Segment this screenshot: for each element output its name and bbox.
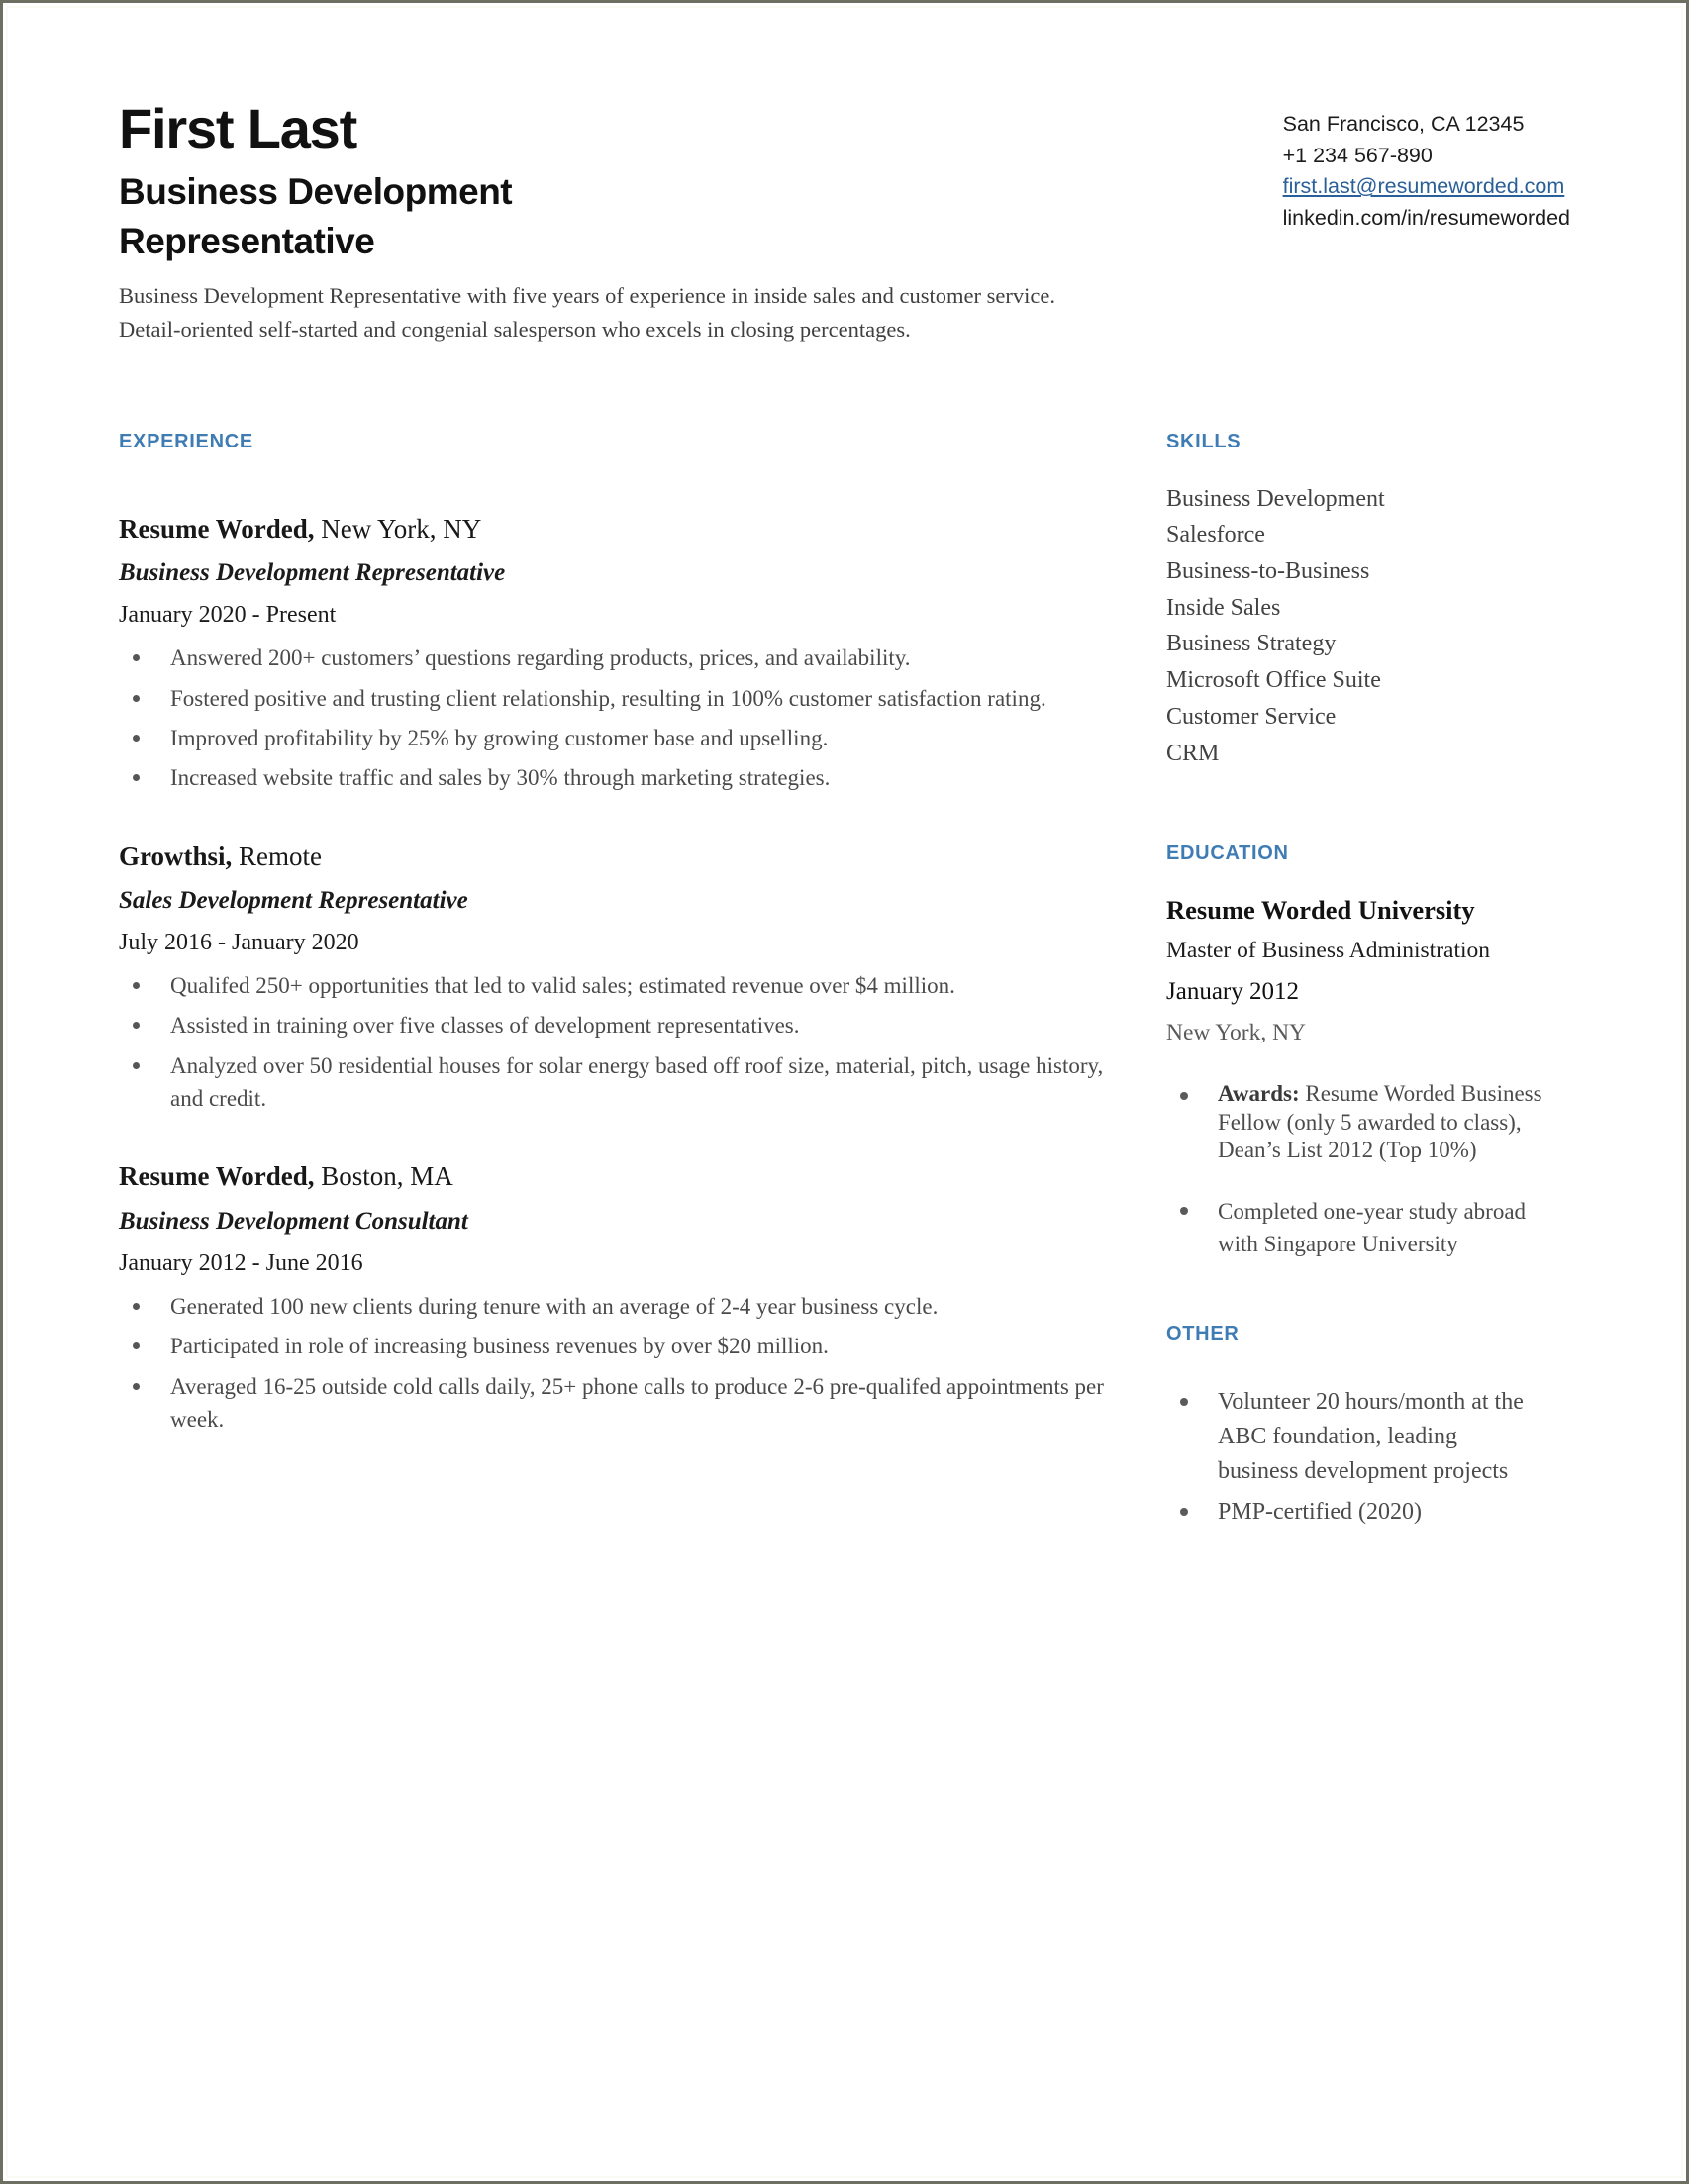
experience-company: Growthsi, [119,841,233,871]
education-bullet-list [1166,1080,1542,1261]
section-heading-experience: EXPERIENCE [119,430,253,452]
education-degree: Master of Business Administration [1166,937,1491,963]
skill-item: Salesforce [1166,522,1265,548]
education-section [1166,843,1542,1261]
education-bullet [1166,1080,1542,1165]
experience-company: Resume Worded, [119,1161,315,1192]
experience-role: Business Development Consultant [119,1208,468,1236]
experience-bullet: Averaged 16-25 outside cold calls daily, 25+ phone calls to produce 2-6 pre-qualifed appointments per week. [119,1370,1119,1437]
resume-content [8,8,1681,2176]
experience-bullet: Improved profitability by 25% by growing customer base and upselling. [119,722,1119,754]
experience-entry [119,1160,1119,1436]
resume-header [119,99,1570,347]
education-bullet [1166,1195,1542,1262]
skill-item: CRM [1166,740,1220,766]
experience-bullet: Analyzed over 50 residential houses for solar energy based off roof size, material, pitch, usage history, and credit. [119,1049,1119,1116]
experience-bullet-list [119,1290,1119,1436]
header-identity [119,99,1119,347]
page-inner-border [6,6,1683,2178]
experience-dates: January 2020 - Present [119,602,337,629]
experience-bullet: Fostered positive and trusting client relationship, resulting in 100% customer satisfaction rating. [119,682,1119,715]
experience-location: New York, NY [321,513,482,544]
experience-organization [119,841,1119,874]
experience-entry [119,513,1119,795]
experience-role: Sales Development Representative [119,887,468,915]
experience-bullet: Generated 100 new clients during tenure with an average of 2-4 year business cycle. [119,1290,1119,1323]
experience-bullet: Answered 200+ customers’ questions regarding products, prices, and availability. [119,642,1119,674]
other-bullet: Volunteer 20 hours/month at the ABC foundation, leading business development projects [1166,1385,1542,1488]
skill-item: Customer Service [1166,703,1337,730]
experience-bullet-list [119,969,1119,1115]
experience-bullet: Participated in role of increasing business revenues by over $20 million. [119,1330,1119,1362]
experience-bullet-list [119,642,1119,794]
contact-phone: +1 234 567-890 [1282,143,1433,167]
right-column [1166,431,1542,1536]
section-heading-education: EDUCATION [1166,843,1289,865]
experience-dates: July 2016 - January 2020 [119,930,359,956]
section-heading-other: OTHER [1166,1323,1240,1345]
education-location: New York, NY [1166,1020,1307,1046]
candidate-job-title: Business Development Representative [119,171,513,261]
left-column [119,431,1119,1443]
experience-location: Remote [239,841,322,871]
skill-item: Business Strategy [1166,631,1337,657]
skill-item: Microsoft Office Suite [1166,667,1381,694]
skill-item: Inside Sales [1166,594,1281,621]
candidate-name: First Last [119,97,357,159]
other-bullet: PMP-certified (2020) [1166,1495,1542,1530]
contact-email-link[interactable]: first.last@resumeworded.com [1282,174,1565,199]
experience-organization [119,1160,1119,1194]
resume-body [119,431,1570,1536]
experience-bullet: Assisted in training over five classes of development representatives. [119,1009,1119,1042]
contact-linkedin: linkedin.com/in/resumeworded [1282,205,1570,230]
education-bullet-text: Resume Worded Business Fellow (only 5 awarded to class), Dean’s List 2012 (Top 10%) [1218,1081,1542,1163]
professional-summary: Business Development Representative with five years of experience in inside sales and customer service. Detail-oriented self-started and congenial salesperson who excels in closing percentages. [119,282,1055,343]
awards-label: Awards: [1218,1081,1300,1107]
contact-info [1283,99,1570,234]
education-school: Resume Worded University [1166,895,1475,926]
skills-list [1166,481,1542,772]
experience-organization [119,513,1119,546]
experience-bullet: Increased website traffic and sales by 30% through marketing strategies. [119,761,1119,794]
experience-location: Boston, MA [321,1161,453,1192]
experience-role: Business Development Representative [119,559,506,587]
section-heading-skills: SKILLS [1166,430,1242,452]
skill-item: Business Development [1166,485,1385,512]
experience-dates: January 2012 - June 2016 [119,1250,363,1277]
experience-bullet: Qualifed 250+ opportunities that led to valid sales; estimated revenue over $4 million. [119,969,1119,1002]
contact-location: San Francisco, CA 12345 [1282,112,1525,136]
other-section [1166,1323,1542,1529]
experience-entry [119,841,1119,1116]
other-bullet-list [1166,1385,1542,1529]
education-bullet-text: Completed one-year study abroad with Singapore University [1218,1198,1527,1257]
education-date: January 2012 [1166,978,1299,1006]
skill-item: Business-to-Business [1166,558,1370,585]
experience-company: Resume Worded, [119,513,315,544]
